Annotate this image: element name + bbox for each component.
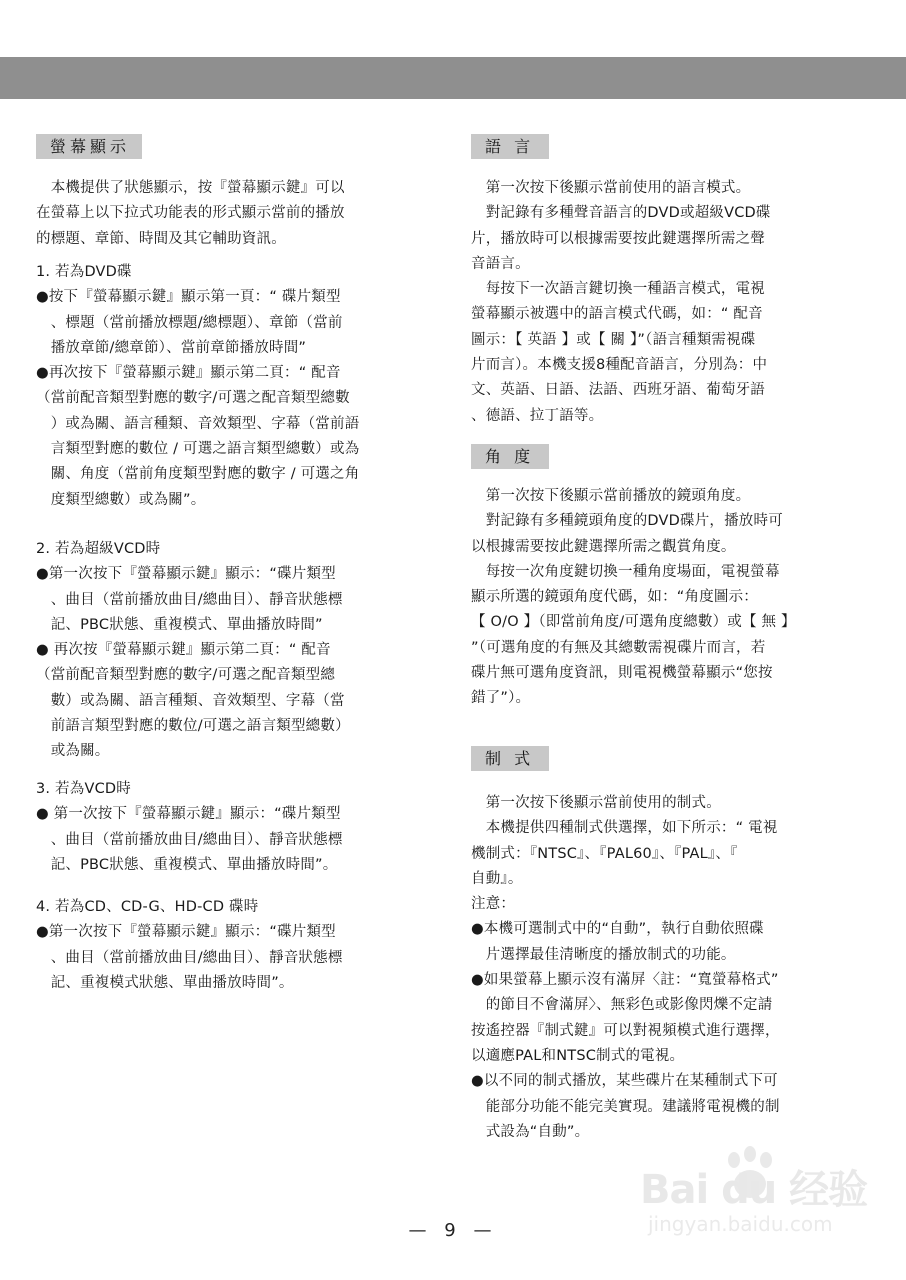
- header-band: [0, 57, 906, 99]
- cd-section: 4. 若為CD、CD-G、HD-CD 碟時 ●第一次按下『螢幕顯示鍵』顯示：“碟片類型 、曲目（當前播放曲目/總曲目）、靜音狀態標 記、重複模式狀態、單曲播放時間”。: [36, 899, 343, 991]
- section-title-language: 語 言: [471, 134, 549, 159]
- vcd-section: 3. 若為VCD時 ● 第一次按下『螢幕顯示鍵』顯示：“碟片類型 、曲目（當前播放曲目/總曲目）、靜音狀態標 記、PBC狀態、重複模式、單曲播放時間”。: [36, 781, 343, 873]
- svcd-section: 2. 若為超級VCD時 ●第一次按下『螢幕顯示鍵』顯示：“碟片類型 、曲目（當前播放曲目/總曲目）、靜音狀態標 記、PBC狀態、重複模式、單曲播放時間” ● 再次按『螢幕顯示鍵』顯示第二頁：“ 配音 （當前配音類型對應的數字/可選之配音類型總 數）或為關、語言種類、音效類型、字幕（當 前語言類型對應的數位/可選之語言類型總數） 或為關。: [36, 541, 350, 760]
- angle-section: 第一次按下後顯示當前播放的鏡頭角度。 對記錄有多種鏡頭角度的DVD碟片，播放時可 以根據需要按此鍵選擇所需之觀賞角度。 每按一次角度鍵切換一種角度場面，電視螢幕 顯示所選的鏡頭角度代碼，如：“角度圖示： 【 O/O 】（即當前角度/可選角度總數）或【 無 】 ”（可選角度的有無及其總數需視碟片而言，若 碟片無可選角度資訊，則電視機螢幕顯示“您按 錯了”）。: [471, 488, 796, 707]
- section-title-format: 制 式: [471, 746, 549, 771]
- watermark-url: jingyan.baidu.com: [648, 1212, 833, 1236]
- section-title-angle: 角 度: [471, 444, 549, 469]
- page-number: — 9 —: [408, 1220, 498, 1241]
- section-title-display: 螢幕顯示: [36, 134, 142, 159]
- watermark-logo: Bai du 经验: [640, 1167, 868, 1213]
- watermark: [640, 1150, 870, 1260]
- format-section: 第一次按下後顯示當前使用的制式。 本機提供四種制式供選擇，如下所示：“ 電視 機制式：『NTSC』、『PAL60』、『PAL』、『 自動』。 注意： ●本機可選制式中的“自動”，執行自動依照碟 片選擇最佳清晰度的播放制式的功能。 ●如果螢幕上顯示沒有滿屏〈註：“寬螢幕格式” 的節目不會滿屏〉、無彩色或影像閃爍不定請 按遙控器『制式鍵』可以對視頻模式進行選擇， 以適應PAL和NTSC制式的電視。 ●以不同的制式播放，某些碟片在某種制式下可 能部分功能不能完美實現。建議將電視機的制 式設為“自動”。: [471, 795, 780, 1140]
- language-section: 第一次按下後顯示當前使用的語言模式。 對記錄有多種聲音語言的DVD或超級VCD碟 片，播放時可以根據需要按此鍵選擇所需之聲 音語言。 每按下一次語言鍵切換一種語言模式，電視 螢幕顯示被選中的語言模式代碼，如：“ 配音 圖示：【 英語 】或【 關 】”（語言種類需視碟 片而言）。本機支援8種配音語言，分別為：中 文、英語、日語、法語、西班牙語、葡萄牙語 、德語、拉丁語等。: [471, 180, 771, 424]
- display-intro: 本機提供了狀態顯示，按『螢幕顯示鍵』可以 在螢幕上以下拉式功能表的形式顯示當前的播放 的標題、章節、時間及其它輔助資訊。: [36, 180, 345, 247]
- dvd-section: 1. 若為DVD碟 ●按下『螢幕顯示鍵』顯示第一頁：“ 碟片類型 、標題（當前播放標題/總標題）、章節（當前 播放章節/總章節）、當前章節播放時間” ●再次按下『螢幕顯示鍵』顯示第二頁：“ 配音 （當前配音類型對應的數字/可選之配音類型總數 ）或為關、語言種類、音效類型、字幕（當前語 言類型對應的數位 / 可選之語言類型總數）或為 關、角度（當前角度類型對應的數字 / 可選之角 度類型總數）或為關”。: [36, 264, 360, 508]
